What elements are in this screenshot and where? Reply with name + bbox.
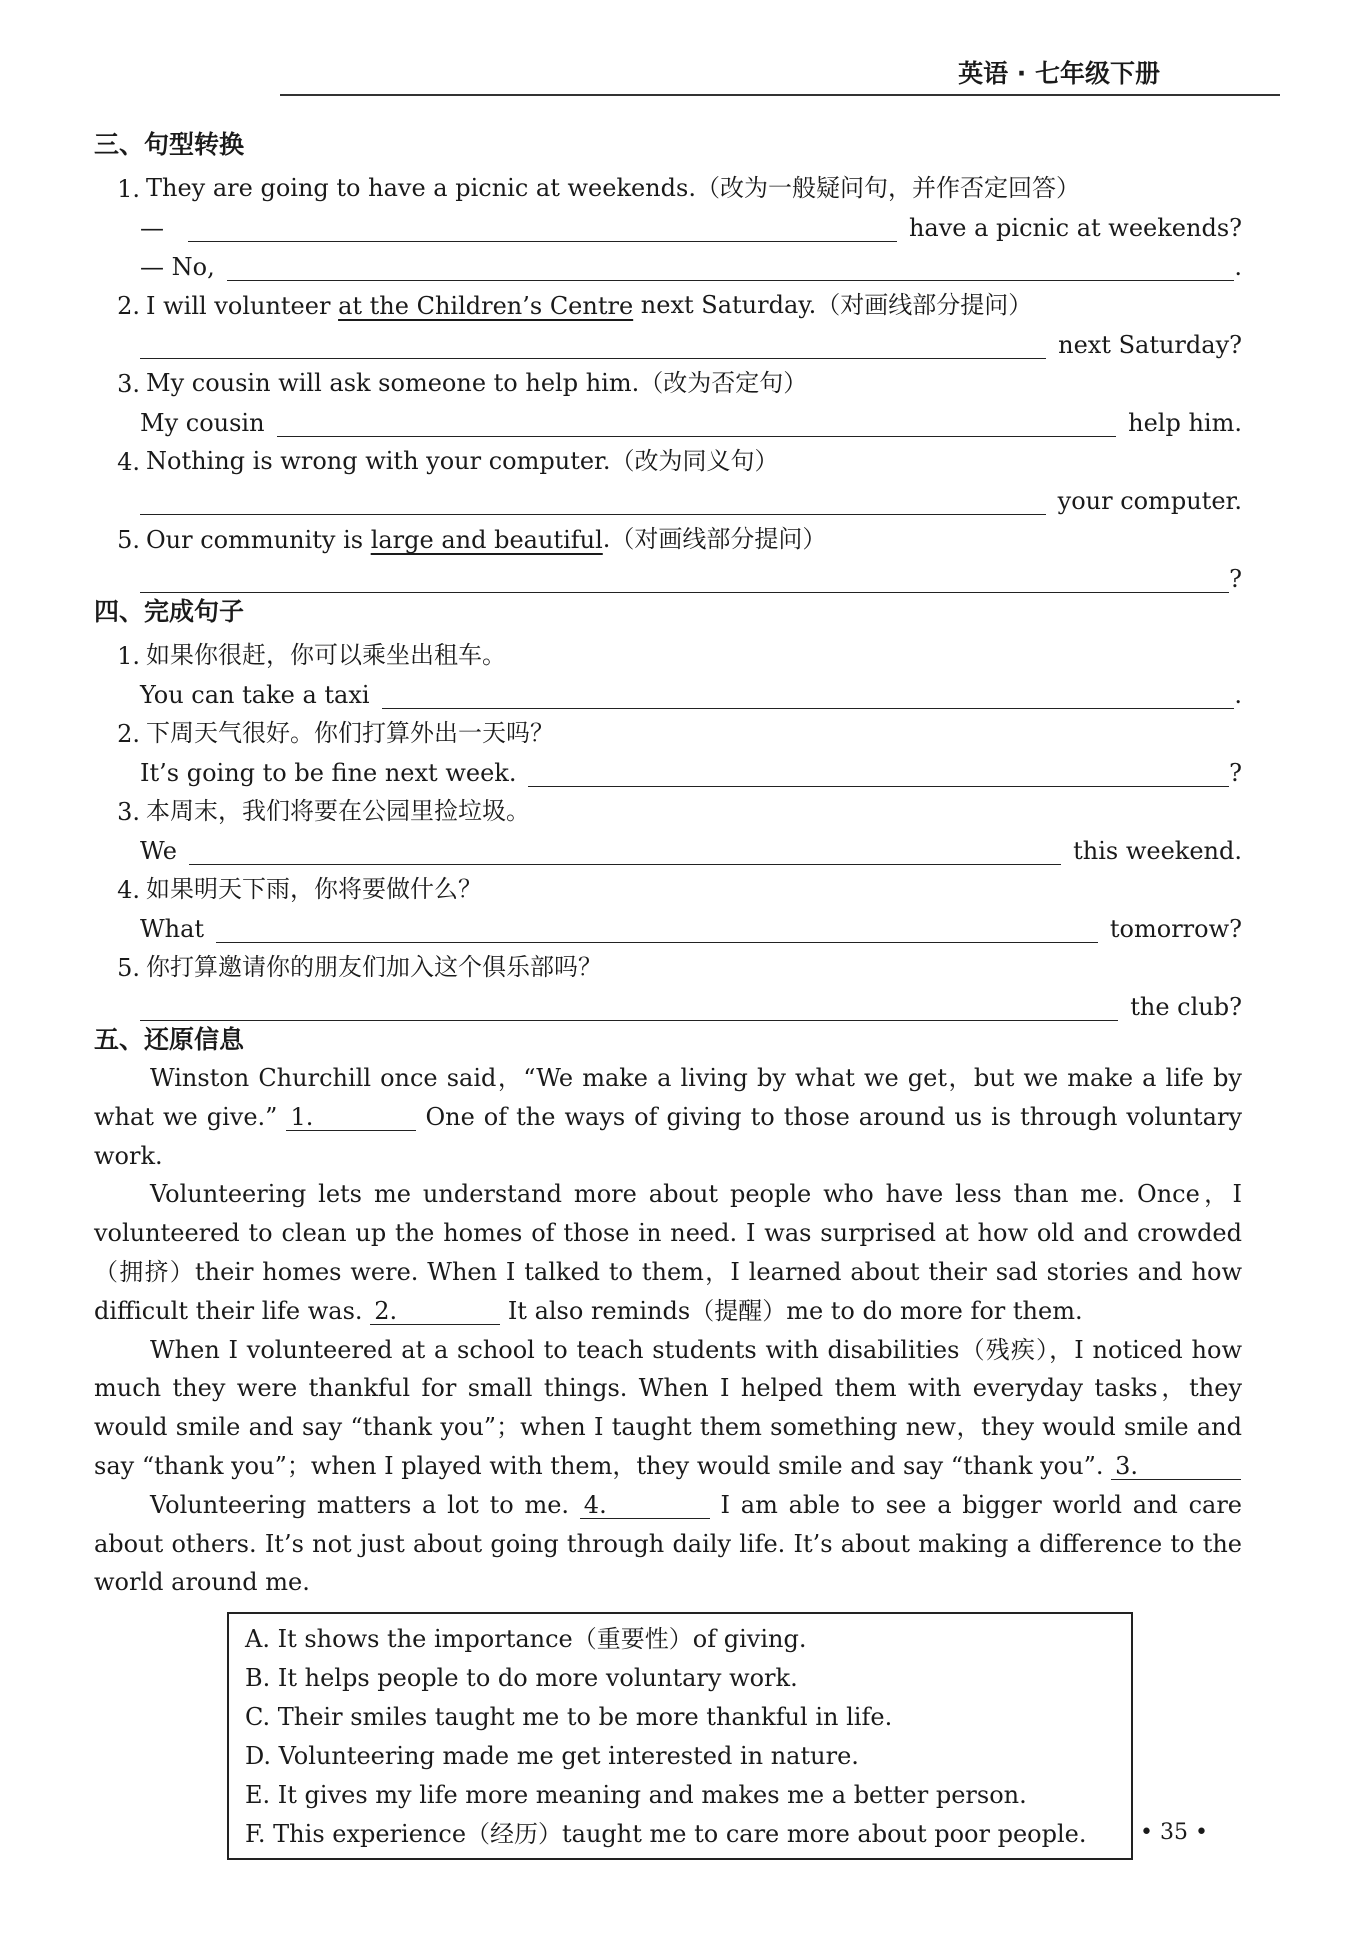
line-tail: help him.: [1128, 409, 1242, 437]
option-b: B. It helps people to do more voluntary work.: [245, 1664, 798, 1693]
q-number: 3.: [117, 370, 140, 398]
s4-q1-answer: [94, 670, 1242, 709]
passage-paragraph-4: Volunteering matters a lot to me. 4. I am able to see a bigger world and care about others. It’s not just about going through daily life. It’s about making a difference to the world around me.: [94, 1490, 1242, 1597]
line-end: .: [1234, 253, 1242, 281]
s3-q4-answer: [94, 476, 1242, 515]
answer-blank[interactable]: [140, 332, 1046, 359]
q-text: Nothing is wrong with your computer.（改为同义句）: [146, 447, 779, 475]
s4-q3: [94, 787, 1242, 826]
passage-paragraph-2: Volunteering lets me understand more about people who have less than me. Once，I volunteered to clean up the homes of those in need. I was surprised at how old and crowded（拥挤）their homes were. When I talked to them，I learned about their sad stories and how difficult their life was. 2. It also reminds（提醒）me to do more for them.: [94, 1180, 1242, 1325]
s3-q1-answer-1: [94, 203, 1242, 242]
s3-q5-answer: [94, 554, 1242, 593]
line-tail: your computer.: [1057, 487, 1242, 515]
q-number: 5.: [117, 954, 140, 982]
q-number: 2.: [117, 720, 140, 748]
underlined-phrase: large and beautiful: [370, 526, 603, 554]
answer-blank[interactable]: [189, 838, 1061, 865]
q-chinese: 如果明天下雨，你将要做什么？: [146, 875, 482, 903]
dash-no: — No,: [140, 253, 215, 281]
q-number: 4.: [117, 448, 140, 476]
s4-q2: [94, 709, 1242, 748]
options-box: [227, 1612, 1133, 1860]
answer-blank[interactable]: [227, 254, 1235, 281]
answer-blank[interactable]: [188, 215, 897, 242]
q-number: 5.: [117, 526, 140, 554]
blank-4[interactable]: 4.: [580, 1492, 710, 1519]
passage-paragraph-3: When I volunteered at a school to teach students with disabilities（残疾），I noticed how much they were thankful for small things. When I helped them with everyday tasks，they would smile and say “thank you”；when I taught them something new，they would smile and say “thank you”；when I played with them，they would smile and say “thank you”. 3.: [94, 1335, 1242, 1480]
line-tail: ?: [1229, 565, 1242, 593]
section4-title: 四、完成句子: [94, 597, 245, 626]
line-tail: have a picnic at weekends?: [908, 214, 1242, 242]
option-a: A. It shows the importance（重要性）of giving.: [245, 1625, 807, 1654]
answer-blank[interactable]: [216, 916, 1098, 943]
s4-q4: [94, 865, 1242, 904]
answer-blank[interactable]: [140, 994, 1118, 1021]
line-tail: .: [1234, 681, 1242, 709]
blank-1[interactable]: 1.: [286, 1104, 416, 1131]
option-c: C. Their smiles taught me to be more thankful in life.: [245, 1703, 893, 1732]
q-text: My cousin will ask someone to help him.（改为否定句）: [146, 369, 808, 397]
s4-q5-answer: [94, 982, 1242, 1021]
q-chinese: 如果你很赶，你可以乘坐出租车。: [146, 641, 506, 669]
q-chinese: 你打算邀请你的朋友们加入这个俱乐部吗？: [146, 953, 602, 981]
line-tail: ?: [1229, 759, 1242, 787]
line-lead: My cousin: [140, 409, 265, 437]
blank-2[interactable]: 2.: [370, 1298, 500, 1325]
s4-q5: [94, 943, 1242, 982]
q-text: They are going to have a picnic at weekends.（改为一般疑问句，并作否定回答）: [146, 174, 1080, 202]
line-tail: next Saturday?: [1058, 331, 1242, 359]
line-tail: tomorrow?: [1109, 915, 1242, 943]
line-tail: the club?: [1130, 993, 1242, 1021]
answer-blank[interactable]: [140, 488, 1046, 515]
answer-blank[interactable]: [382, 682, 1235, 709]
line-lead: What: [140, 915, 205, 943]
s3-q3-answer: [94, 398, 1242, 437]
option-f: F. This experience（经历）taught me to care more about poor people.: [245, 1820, 1087, 1849]
option-e: E. It gives my life more meaning and makes me a better person.: [245, 1781, 1027, 1810]
worksheet-content: [94, 126, 1242, 1860]
q-number: 4.: [117, 876, 140, 904]
answer-blank[interactable]: [140, 566, 1229, 593]
q-number: 1.: [117, 642, 140, 670]
s3-q1: [94, 164, 1242, 203]
line-lead: You can take a taxi: [140, 681, 370, 709]
s3-q2: [94, 281, 1242, 320]
q-number: 1.: [117, 175, 140, 203]
section5-title: 五、还原信息: [94, 1025, 245, 1054]
blank-3[interactable]: 3.: [1111, 1453, 1241, 1480]
page-number: • 35 •: [1140, 1820, 1208, 1845]
q-chinese: 本周末，我们将要在公园里捡垃圾。: [146, 797, 530, 825]
q-text-post: next Saturday.（对画线部分提问）: [633, 291, 1033, 319]
s3-q1-answer-2: [94, 242, 1242, 281]
section3-title: 三、句型转换: [94, 130, 245, 159]
q-number: 3.: [117, 798, 140, 826]
dash: —: [140, 214, 164, 242]
line-tail: this weekend.: [1073, 837, 1242, 865]
q-text-pre: I will volunteer: [146, 292, 339, 320]
line-lead: We: [140, 837, 177, 865]
s4-q1: [94, 631, 1242, 670]
answer-blank[interactable]: [277, 410, 1117, 437]
s4-q2-answer: [94, 748, 1242, 787]
passage-paragraph-1: Winston Churchill once said，“We make a living by what we get，but we make a life by what we give.” 1. One of the ways of giving to those around us is through voluntary work.: [94, 1064, 1242, 1170]
q-number: 2.: [117, 292, 140, 320]
q-text-pre: Our community is: [146, 526, 371, 554]
s3-q2-answer: [94, 320, 1242, 359]
q-text-post: .（对画线部分提问）: [602, 525, 827, 553]
header-title: 英语 · 七年级下册: [958, 59, 1160, 88]
line-lead: It’s going to be fine next week.: [140, 759, 517, 787]
s3-q5: [94, 515, 1242, 554]
s4-q4-answer: [94, 904, 1242, 943]
option-d: D. Volunteering made me get interested in nature.: [245, 1742, 859, 1771]
page-header: [280, 40, 1280, 96]
s3-q3: [94, 359, 1242, 398]
underlined-phrase: at the Children’s Centre: [338, 292, 634, 320]
s3-q4: [94, 437, 1242, 476]
answer-blank[interactable]: [528, 760, 1229, 787]
q-chinese: 下周天气很好。你们打算外出一天吗？: [146, 719, 554, 747]
s4-q3-answer: [94, 826, 1242, 865]
